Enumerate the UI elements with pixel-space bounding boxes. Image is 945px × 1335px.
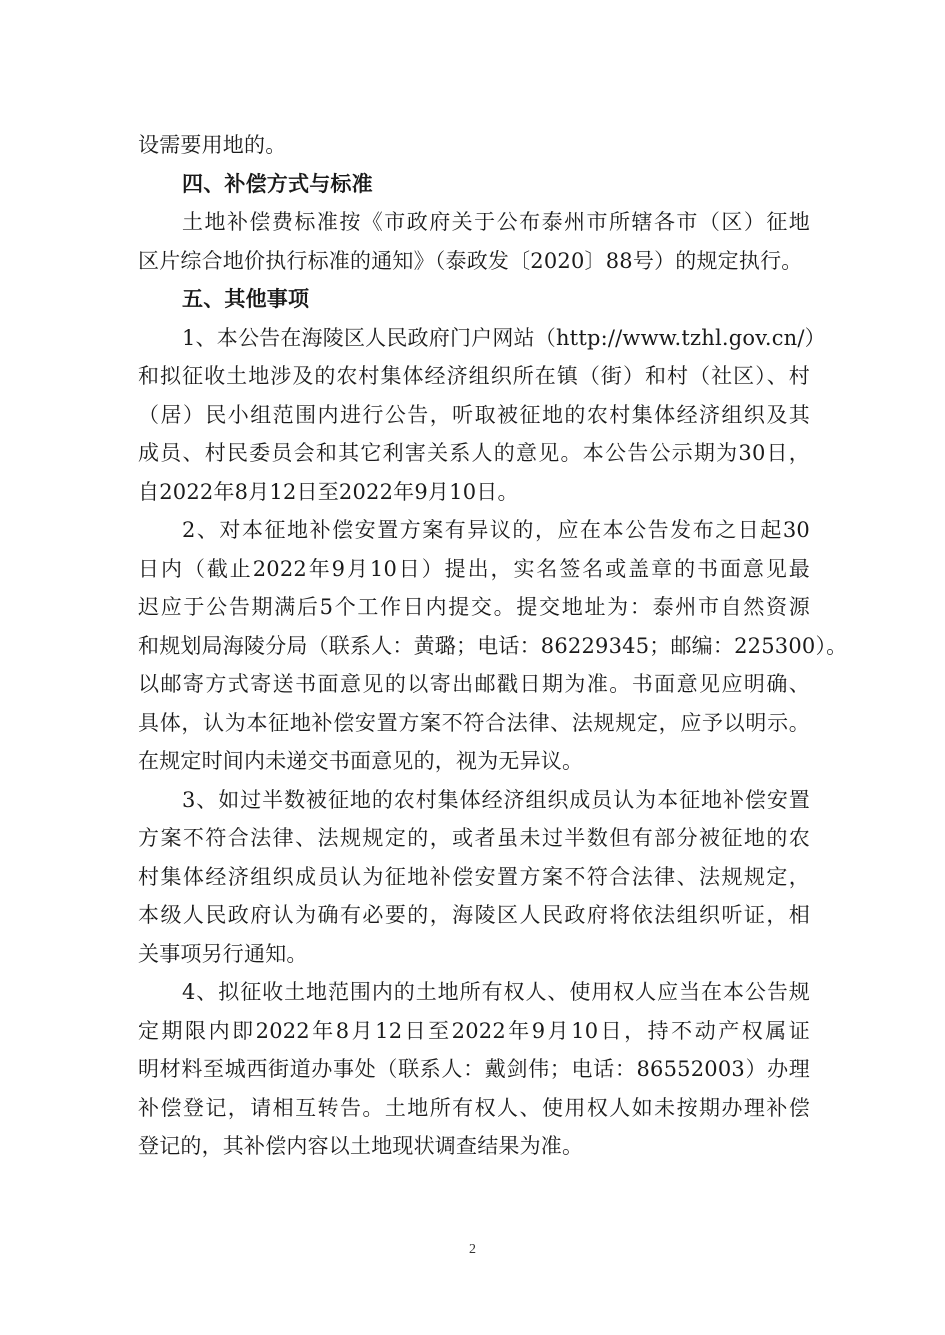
paragraph-line: 4、拟征收土地范围内的土地所有权人、使用权人应当在本公告规 — [182, 980, 810, 1004]
paragraph-line: 登记的，其补偿内容以土地现状调查结果为准。 — [138, 1134, 584, 1158]
paragraph-line: 自2022年8月12日至2022年9月10日。 — [138, 479, 519, 504]
paragraph-line: 村集体经济组织成员认为征地补偿安置方案不符合法律、法规规定， — [138, 864, 810, 889]
paragraph-line: 和拟征收土地涉及的农村集体经济组织所在镇（街）和村（社区）、村 — [138, 364, 810, 388]
section-heading-compensation: 四、补偿方式与标准 — [182, 171, 373, 196]
paragraph-line: 方案不符合法律、法规规定的，或者虽未过半数但有部分被征地的农 — [138, 826, 810, 850]
paragraph-line: 区片综合地价执行标准的通知》（泰政发〔2020〕88号）的规定执行。 — [138, 248, 803, 273]
paragraph-line: 1、本公告在海陵区人民政府门户网站（http://www.tzhl.gov.cn/） — [182, 325, 826, 350]
paragraph-line: 2、对本征地补偿安置方案有异议的，应在本公告发布之日起30 — [182, 518, 810, 542]
paragraph-line: 本级人民政府认为确有必要的，海陵区人民政府将依法组织听证，相 — [138, 903, 810, 927]
page-number: 2 — [469, 1242, 476, 1257]
paragraph-line: 设需要用地的。 — [138, 133, 287, 157]
paragraph-line: 具体，认为本征地补偿安置方案不符合法律、法规规定，应予以明示。 — [138, 710, 810, 735]
paragraph-line: 迟应于公告期满后5个工作日内提交。提交地址为：泰州市自然资源 — [138, 595, 810, 619]
paragraph-line: （居）民小组范围内进行公告，听取被征地的农村集体经济组织及其 — [138, 402, 810, 427]
section-heading-other-matters: 五、其他事项 — [182, 287, 310, 311]
paragraph-line: 日内（截止2022年9月10日）提出，实名签名或盖章的书面意见最 — [138, 556, 810, 581]
paragraph-line: 3、如过半数被征地的农村集体经济组织成员认为本征地补偿安置 — [182, 787, 810, 812]
paragraph-line: 成员、村民委员会和其它利害关系人的意见。本公告公示期为30日， — [138, 441, 810, 465]
paragraph-line: 土地补偿费标准按《市政府关于公布泰州市所辖各市（区）征地 — [182, 210, 810, 234]
paragraph-line: 和规划局海陵分局（联系人：黄璐；电话：86229345；邮编：225300）。 — [138, 633, 848, 658]
document-body — [138, 126, 848, 1166]
paragraph-line: 在规定时间内未递交书面意见的，视为无异议。 — [138, 749, 584, 773]
paragraph-line: 关事项另行通知。 — [138, 941, 308, 966]
paragraph-line: 以邮寄方式寄送书面意见的以寄出邮戳日期为准。书面意见应明确、 — [138, 672, 810, 696]
paragraph-line: 定期限内即2022年8月12日至2022年9月10日，持不动产权属证 — [138, 1018, 810, 1043]
paragraph-line: 补偿登记，请相互转告。土地所有权人、使用权人如未按期办理补偿 — [138, 1095, 810, 1120]
paragraph-line: 明材料至城西街道办事处（联系人：戴剑伟；电话：86552003）办理 — [138, 1057, 810, 1081]
